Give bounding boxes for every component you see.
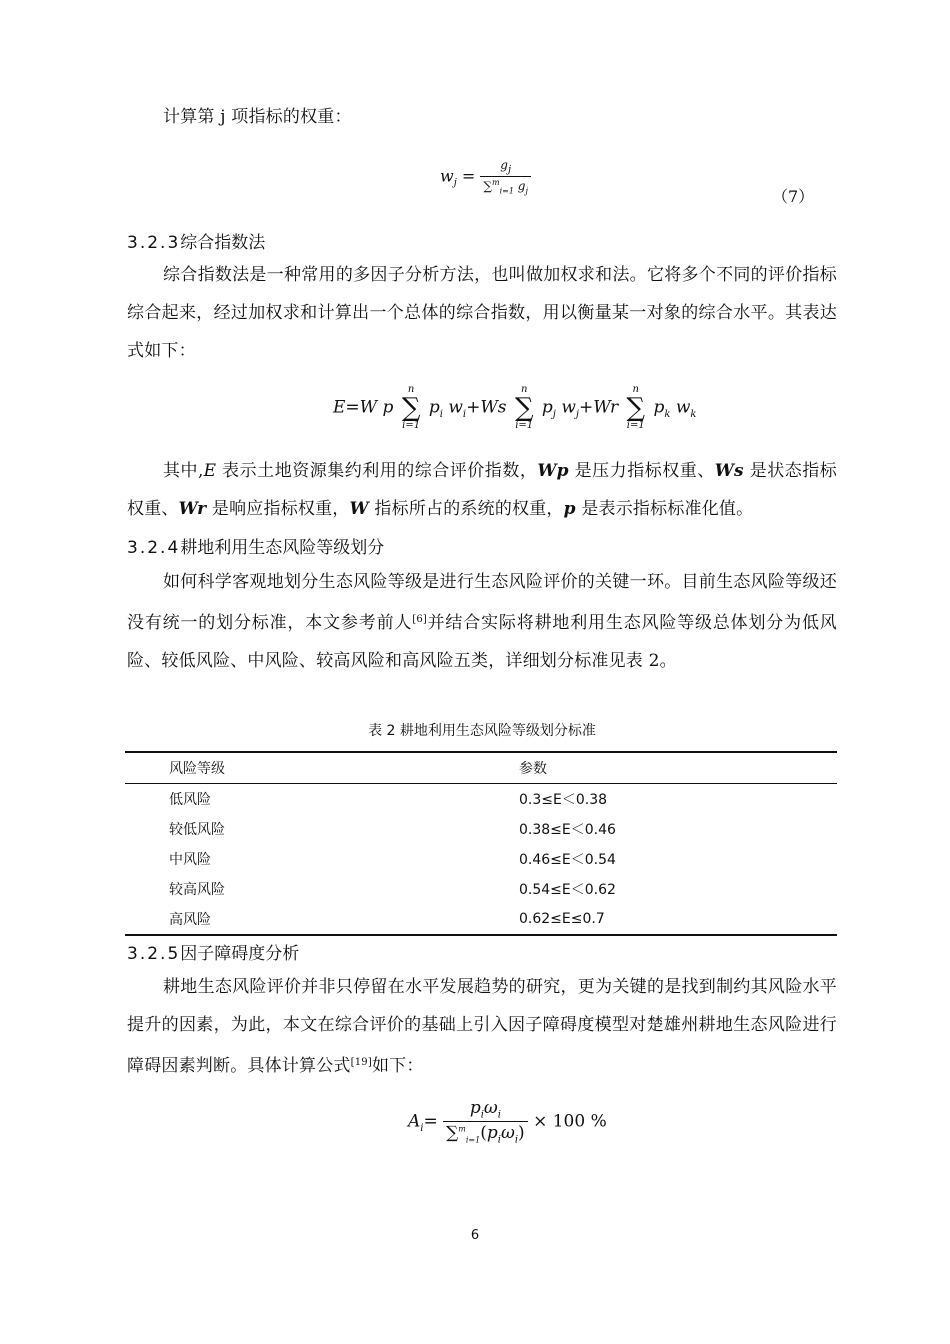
sum-symbol-3: n ∑ i=1 — [626, 384, 646, 431]
cell-level: 低风险 — [169, 792, 211, 808]
table-header-row — [125, 752, 837, 784]
heading-number: 3.2.4 — [127, 538, 181, 558]
risk-grade-paragraph: 如何科学客观地划分生态风险等级是进行生态风险评价的关键一环。目前生态风险等级还没有统一的划分标准，本文参考前人[6]并结合实际将耕地利用生态风险等级总体划分为低风险、较低风险、中风险、较高风险和高风险五类，详细划分标准见表 2。 — [127, 572, 837, 671]
cell-range: 0.3≤E＜0.38 — [519, 792, 608, 808]
heading-title: 因子障碍度分析 — [180, 944, 300, 964]
table-2-caption: 表 2 耕地利用生态风险等级划分标准 — [368, 723, 596, 739]
eq7-lhs-sub: j — [453, 177, 457, 189]
table-row — [125, 874, 837, 904]
sum-symbol-2: n ∑ i=1 — [514, 384, 534, 431]
composite-index-equation: E=W p n ∑ i=1 $p_i$ $w_i+Ws$ n ∑ i=1 $p_j$ $w_j+Wr$ n ∑ i=1 $p_k$ $w_k$ — [333, 384, 697, 431]
cell-range: 0.46≤E＜0.54 — [519, 852, 616, 868]
weight-intro-text: 计算第 j 项指标的权重： — [163, 107, 352, 127]
eq-percent-factor: × 100 % — [533, 1111, 607, 1132]
heading-title: 耕地利用生态风险等级划分 — [180, 538, 385, 558]
citation-19[interactable]: [19] — [350, 1057, 372, 1068]
eq-E: E — [333, 397, 346, 418]
obstacle-fraction: $\frac{p_i\omega_i}{\sum^m_{i=1}(p_i\omega_i)}$ — [443, 1098, 528, 1146]
section-heading-3-2-5 — [127, 941, 299, 967]
composite-index-paragraph: 综合指数法是一种常用的多因子分析方法，也叫做加权求和法。它将多个不同的评价指标综合起来，经过加权求和计算出一个总体的综合指数，用以衡量某一对象的综合水平。其表达式如下： — [127, 265, 837, 361]
cell-level: 较高风险 — [169, 882, 225, 898]
eq-weight-wp: W p — [359, 397, 394, 418]
table-row — [125, 784, 837, 815]
eq7-fraction — [480, 158, 531, 196]
equation-7: $w_j$ = $\frac{g_j}{\sum^m_{i=1} g_j}$ — [440, 158, 531, 196]
heading-title: 综合指数法 — [180, 233, 266, 253]
page-number: 6 — [470, 1228, 480, 1243]
eq7-lhs: w — [440, 166, 454, 186]
table-row — [125, 844, 837, 874]
risk-grade-table — [125, 751, 837, 936]
eq7-denominator-term-sub: j — [525, 186, 528, 196]
equation-explanation: 其中,E 表示土地资源集约利用的综合评价指数，Wp 是压力指标权重、Ws 是状态指标权重、Wr 是响应指标权重，W 指标所占的系统的权重，p 是表示指标标准化值。 — [127, 461, 837, 519]
cell-level: 中风险 — [169, 852, 211, 868]
eq-weight-wr: Wr — [593, 397, 619, 418]
table-row — [125, 904, 837, 935]
eq7-numerator: g — [500, 158, 508, 172]
eq7-denominator-term: g — [517, 179, 526, 194]
equation-number-7: （7） — [772, 187, 815, 206]
header-risk-level: 风险等级 — [169, 761, 225, 777]
section-heading-3-2-3 — [127, 230, 265, 256]
heading-number: 3.2.3 — [127, 233, 181, 253]
cell-level: 高风险 — [169, 912, 211, 928]
eq7-sum-symbol: ∑ — [483, 179, 492, 194]
eq-A: A — [408, 1111, 421, 1132]
obstacle-degree-paragraph: 耕地生态风险评价并非只停留在水平发展趋势的研究，更为关键的是找到制约其风险水平提升的因素，为此，本文在综合评价的基础上引入因子障碍度模型对楚雄州耕地生态风险进行障碍因素判断。具体计算公式[19]如下： — [127, 977, 837, 1076]
cell-range: 0.62≤E≤0.7 — [519, 911, 605, 927]
sum-symbol-1: n ∑ i=1 — [401, 384, 421, 431]
cell-range: 0.38≤E＜0.46 — [519, 822, 616, 838]
obstacle-degree-equation: $A_i=$ $\frac{p_i\omega_i}{\sum^m_{i=1}(p_i\omega_i)}$ × 100 % — [408, 1098, 607, 1146]
section-heading-3-2-4 — [127, 535, 384, 561]
cell-level: 较低风险 — [169, 822, 225, 838]
heading-number: 3.2.5 — [127, 944, 181, 964]
eq7-sum-sup: m — [491, 178, 500, 188]
citation-6[interactable]: [6] — [412, 614, 427, 625]
eq7-sum-sub: i=1 — [499, 186, 514, 196]
header-parameter: 参数 — [519, 761, 547, 777]
table-row — [125, 814, 837, 844]
cell-range: 0.54≤E＜0.62 — [519, 882, 616, 898]
eq-weight-ws: Ws — [480, 397, 507, 418]
eq7-numerator-sub: j — [507, 164, 512, 176]
